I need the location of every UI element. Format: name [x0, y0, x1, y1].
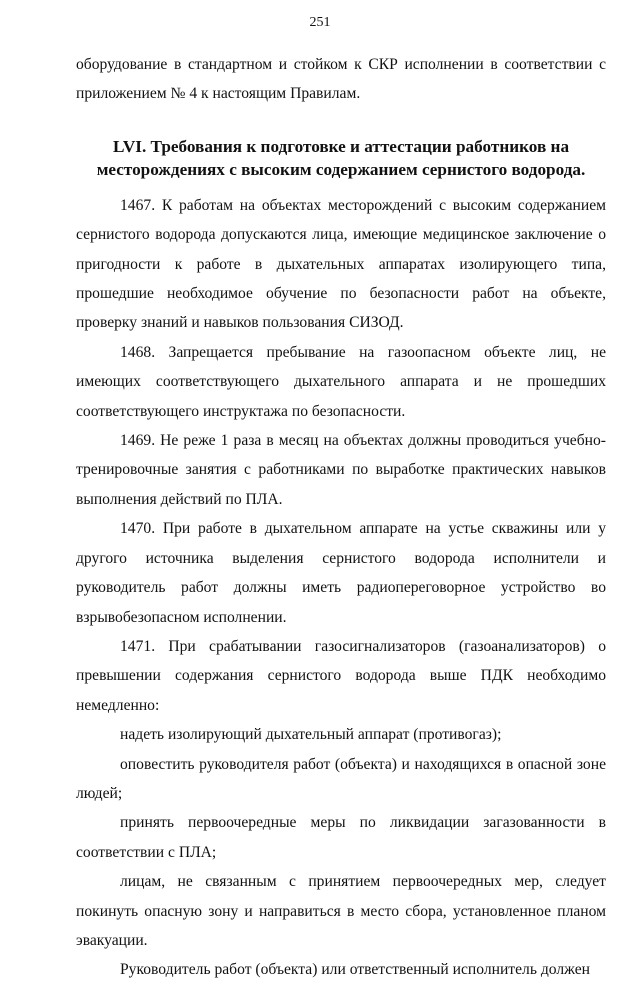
section-heading — [76, 135, 606, 181]
paragraph-1468: 1468. Запрещается пребывание на газоопасном объекте лиц, не имеющих соответствующего дыхательного аппарата и не прошедших соответствующего инструктажа по безопасности. — [76, 343, 606, 420]
closing-paragraph: Руководитель работ (объекта) или ответственный исполнитель должен — [120, 961, 590, 979]
list-item: надеть изолирующий дыхательный аппарат (противогаз); — [120, 726, 502, 744]
list-item: оповестить руководителя работ (объекта) и находящихся в опасной зоне людей; — [76, 755, 606, 802]
page-number: 251 — [309, 15, 331, 30]
intro-paragraph: оборудование в стандартном и стойком к СКР исполнении в соответствии с приложением № 4 к настоящим Правилам. — [76, 56, 606, 103]
paragraph-1471: 1471. При срабатывании газосигнализаторов (газоанализаторов) о превышении содержания сернистого водорода выше ПДК необходимо немедленно: — [76, 637, 606, 714]
paragraph-1469: 1469. Не реже 1 раза в месяц на объектах должны проводиться учебно-тренировочные занятия с работниками по выработке практических навыков выполнения действий по ПЛА. — [76, 432, 606, 508]
paragraph-1467: 1467. К работам на объектах месторождений с высоким содержанием сернистого водорода допускаются лица, имеющие медицинское заключение о пригодности к работе в дыхательных аппаратах изолирующего типа, прошедшие необходимое обучение по безопасности работ на объекте, проверку знаний и навыков пользования СИЗОД. — [76, 196, 606, 332]
paragraph-1470: 1470. При работе в дыхательном аппарате на устье скважины или у другого источника выделения сернистого водорода исполнители и руководитель работ должны иметь радиопереговорное устройство во взрывобезопасном исполнении. — [76, 520, 606, 626]
section-heading-line-2: месторождениях с высоким содержанием сернистого водорода. — [96, 159, 586, 179]
list-item: принять первоочередные меры по ликвидации загазованности в соответствии с ПЛА; — [76, 814, 606, 861]
document-body — [76, 50, 606, 985]
section-heading-line-1: LVI. Требования к подготовке и аттестации работников на — [112, 136, 570, 156]
list-item: лицам, не связанным с принятием первоочередных мер, следует покинуть опасную зону и направиться в место сбора, установленное планом эвакуации. — [76, 873, 606, 949]
